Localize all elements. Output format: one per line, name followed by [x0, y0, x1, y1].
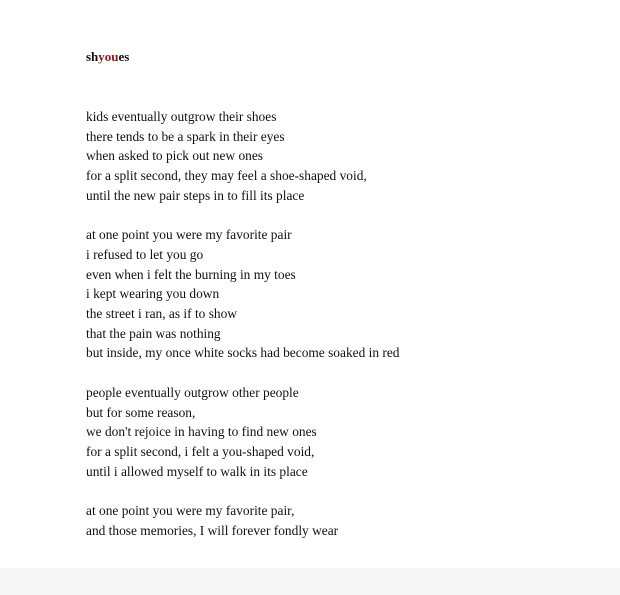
poem-body [86, 107, 399, 560]
title-part-1: sh [86, 49, 99, 64]
poem-line: and those memories, I will forever fondly wear [86, 522, 339, 538]
poem-line: but inside, my once white socks had become soaked in red [86, 345, 400, 361]
stanza-2 [86, 225, 399, 363]
poem-line: that the pain was nothing [86, 325, 221, 341]
page-bottom-margin [0, 568, 620, 595]
poem-title [86, 49, 129, 65]
poem-line: i refused to let you go [86, 246, 204, 262]
poem-line: when asked to pick out new ones [86, 148, 264, 164]
poem-line: until i allowed myself to walk in its place [86, 463, 308, 479]
poem-line: the street i ran, as if to show [86, 306, 237, 322]
poem-line: at one point you were my favorite pair [86, 227, 292, 243]
poem-line: i kept wearing you down [86, 286, 220, 302]
poem-line: for a split second, i felt a you-shaped void, [86, 443, 315, 459]
poem-line: there tends to be a spark in their eyes [86, 128, 285, 144]
poem-line: until the new pair steps in to fill its place [86, 187, 305, 203]
stanza-3 [86, 383, 399, 482]
poem-line: people eventually outgrow other people [86, 384, 299, 400]
poem-line: we don't rejoice in having to find new ones [86, 424, 317, 440]
poem-line: at one point you were my favorite pair, [86, 503, 295, 519]
poem-line: kids eventually outgrow their shoes [86, 109, 277, 124]
poem-line: even when i felt the burning in my toes [86, 266, 296, 282]
poem-line: but for some reason, [86, 404, 196, 420]
title-accent-you: you [98, 49, 119, 64]
stanza-1 [86, 107, 399, 206]
title-part-2: es [118, 49, 130, 64]
poem-line: for a split second, they may feel a shoe-shaped void, [86, 168, 367, 184]
stanza-4 [86, 501, 399, 540]
